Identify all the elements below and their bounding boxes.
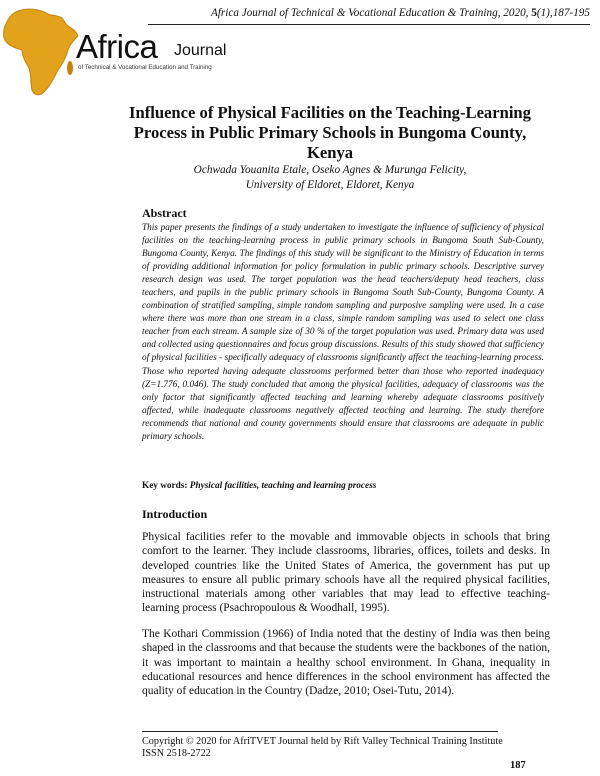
journal-issue-pages: (1),187-195 (536, 7, 590, 19)
page-number: 187 (510, 760, 526, 771)
abstract-text: This paper presents the findings of a study undertaken to investigate the influence of sufficiency of physical facilities on the teaching-learning process in public primary schools in Bungoma South Sub-County, Bungoma County, Kenya. The findings of this study will be significant to the Ministry of Education in terms of providing additional information for policy formulation in public primary schools. Descriptive survey research design was used. The target population was the head teachers/deputy head teachers, class teachers, and pupils in the public primary schools in Bungoma South Sub-County, Bungoma County. A combination of stratified sampling, simple random sampling and purposive sampling were used. In a case where there was more than one stream in a class, simple random sampling was used to select one class teacher from each stream. A sample size of 30 % of the target population was used. Primary data was used and collected using questionnaires and focus group discussions. Results of this study showed that sufficiency of physical facilities - specifically adequacy of classrooms significantly affect the teaching-learning process. Those who reported having adequate classrooms performed better than those who reported inadequacy (Z=1.776, 0.046). The study concluded that among the physical facilities, adequacy of classrooms was the only factor that significantly affected teaching and learning whereby adequate classrooms positively affected, while inadequate classrooms negatively affected teaching and learning. The study therefore recommends that national and county governments should ensure that classrooms are adequate in public primary schools. (142, 223, 544, 442)
logo-africa-word: Africa (76, 28, 158, 65)
author-block (120, 163, 540, 193)
journal-volume: 5 (531, 7, 537, 19)
copyright-line: Copyright © 2020 for AfriTVET Journal held by Rift Valley Technical Training Institute (142, 736, 503, 747)
footer (142, 736, 503, 760)
keywords-value: Physical facilities, teaching and learning process (189, 481, 377, 491)
logo-journal-word: Journal (174, 42, 227, 59)
paper-title: Influence of Physical Facilities on the Teaching-Learning Process in Public Primary Schools in Bungoma County, Kenya (129, 103, 531, 162)
author-names: Ochwada Youanita Etale, Oseko Agnes & Murunga Felicity, (193, 164, 467, 176)
journal-logo (2, 6, 242, 98)
footer-rule (142, 731, 498, 732)
keywords-label: Key words: (142, 481, 190, 491)
africa-map-icon (2, 6, 80, 98)
journal-year: , 2020, (497, 7, 532, 19)
journal-name: Africa Journal of Technical & Vocational Education & Training (210, 7, 498, 19)
logo-subtitle: of Technical & Vocational Education and Training (78, 64, 212, 71)
intro-paragraph-1: Physical facilities refer to the movable and immovable objects in schools that bring comfort to the learner. They include classrooms, libraries, offices, toilets and desks. In developed countries like the United States of America, the government has put up measures to ensure all public primary schools have all the required physical facilities, instructional materials among other variables that may lead to effective teaching-learning process (Psachropoulous & Woodhall, 1995). (142, 531, 550, 615)
intro-paragraph-2: The Kothari Commission (1966) of India noted that the destiny of India was then being shaped in the classrooms and that because the students were the backbones of the nation, it was important to maintain a healthy school environment. In Ghana, inequality in educational resources and hence differences in the school environment has affected the quality of education in the Country (Dadze, 2010; Osei-Tutu, 2014). (142, 628, 550, 697)
issn-line: ISSN 2518-2722 (142, 748, 211, 759)
keywords-line (142, 481, 562, 491)
abstract-heading: Abstract (142, 206, 187, 220)
author-affiliation: University of Eldoret, Eldoret, Kenya (245, 179, 415, 191)
introduction-heading: Introduction (142, 507, 208, 521)
